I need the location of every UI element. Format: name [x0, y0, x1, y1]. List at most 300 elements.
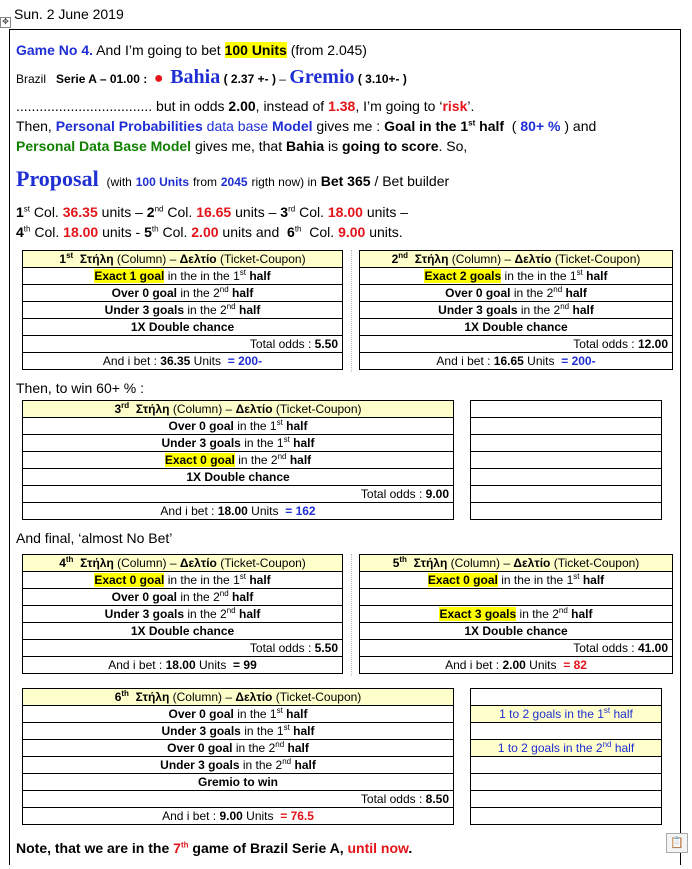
text-labels-eq: = [227, 353, 235, 368]
text-risk-t3: , I’m going to ‘ [355, 98, 443, 114]
text-c6-r1s: st [276, 705, 283, 715]
text-c3-r2s: st [283, 434, 290, 444]
text-cols-l1-13: 18.00 [327, 204, 363, 220]
text-model1-pct: 80+ % [520, 118, 561, 134]
table-row [23, 791, 454, 808]
table-row [360, 251, 673, 268]
text-cols-l1-12: Col. [299, 204, 324, 220]
table-cell [471, 791, 662, 808]
text-note-t4: until now [347, 840, 409, 856]
table-cell [471, 503, 662, 520]
text-cols-l2-6: th [151, 224, 159, 234]
text-c1-r3a: Under 3 goals [104, 302, 185, 317]
risk-line [16, 98, 474, 114]
table-row [23, 452, 454, 469]
text-proposal-t4: / Bet builder [374, 173, 450, 189]
text-note-t1: Note, that we are in the [16, 840, 170, 856]
selection-row [360, 285, 673, 302]
text-c4-r3s: nd [226, 605, 236, 615]
text-c2-r1c: half [586, 268, 608, 283]
model1-line: Then, Personal Probabilities data base Model gives me : Goal in the 1st half ( 80+ % ) and [16, 118, 597, 134]
text-c6-r2s: st [283, 722, 290, 732]
text-c2-sup: nd [398, 250, 409, 260]
text-cols-l2-0: 4 [16, 224, 24, 240]
selection-row [23, 572, 343, 589]
table-row [471, 723, 662, 740]
text-match-league: Serie A – 01.00 : [56, 72, 148, 86]
table-row [23, 657, 343, 674]
bet-row [23, 353, 343, 370]
text-cols-l1-6: nd [154, 204, 164, 214]
move-handle-icon[interactable]: ✥ [0, 17, 11, 28]
text-c4-bet: 18.00 [165, 657, 196, 672]
text-model1-t2: data base [206, 118, 269, 134]
text-c5-r3b: in the 2 [519, 606, 559, 621]
text-coupon_header-1: (Column) – [451, 251, 512, 266]
text-c3-bet: 18.00 [217, 503, 248, 518]
text-c5-r1b: in the in the 1 [501, 572, 574, 587]
coupon-header [23, 689, 454, 706]
text-coupon_header-2: Δελτίο [179, 251, 217, 266]
selection-row [23, 606, 343, 623]
text-risk-t1: but in odds [156, 98, 225, 114]
coupon-6-side-table [470, 688, 662, 825]
text-c4-r3a: Under 3 goals [104, 606, 185, 621]
text-match-home: Bahia [170, 66, 221, 88]
table-row [23, 302, 343, 319]
paste-options-icon[interactable]: 📋 [666, 833, 688, 853]
text-c1-r2b: in the 2 [180, 285, 220, 300]
text-c2-r2c: half [565, 285, 587, 300]
text-intro-game: Game No 4. [16, 42, 94, 58]
text-labels-and_i_bet: And i bet : [108, 657, 163, 672]
text-model1-t5: ) and [564, 118, 597, 134]
text-c3-r1c: half [286, 418, 308, 433]
text-c4-r1s: st [239, 571, 246, 581]
text-coupon_header-2: Δελτίο [514, 251, 552, 266]
text-c6-win: 76.5 [290, 808, 314, 823]
text-c2-r4: 1X Double chance [464, 319, 568, 334]
coupon-6 [22, 688, 454, 825]
table-row [471, 740, 662, 757]
text-c1-win: 200- [238, 353, 263, 368]
text-cols-l1-0: 1 [16, 204, 24, 220]
table-cell [471, 757, 662, 774]
table-row [23, 469, 454, 486]
text-match-home_odds: ( 2.37 +- ) [223, 72, 276, 86]
final-text: And final, ‘almost No Bet’ [16, 530, 173, 546]
text-c2-r1a: Exact 2 goals [424, 268, 502, 283]
coupon-header [23, 401, 454, 418]
table-row [471, 774, 662, 791]
table-row [23, 757, 454, 774]
text-c5-bet: 2.00 [502, 657, 526, 672]
text-c5-r3a: Exact 3 goals [439, 606, 517, 621]
text-c6-r4a: Under 3 goals [160, 757, 240, 772]
text-c2-r3s: nd [560, 301, 570, 311]
text-c4-num: 4 [59, 555, 66, 570]
table-row [23, 623, 343, 640]
table-row [471, 418, 662, 435]
text-proposal-t1: (with [106, 175, 132, 189]
text-coupon_header-0: Στήλη [413, 555, 448, 570]
bet-row [360, 657, 673, 674]
selection-row [360, 268, 673, 285]
text-coupon_header-3: (Ticket-Coupon) [275, 401, 362, 416]
coupon-3-side-table [470, 400, 662, 520]
text-c2-r3a: Under 3 goals [438, 302, 518, 317]
text-cols-l2-2: Col. [34, 224, 60, 240]
text-coupon_header-0: Στήλη [135, 401, 170, 416]
text-c6-r3c: half [287, 740, 309, 755]
table-cell [471, 452, 662, 469]
text-c4-r1a: Exact 0 goal [94, 572, 165, 587]
text-labels-total: Total odds : [573, 640, 635, 655]
text-c6-r5: Gremio to win [197, 774, 278, 789]
text-coupon_header-1: (Column) – [450, 555, 510, 570]
note-line [16, 840, 412, 856]
text-model2-name: Personal Data Base Model [16, 138, 192, 154]
text-c5-r1s: st [573, 571, 580, 581]
text-c2-r2a: Over 0 goal [445, 285, 511, 300]
text-c2-r2b: in the 2 [513, 285, 554, 300]
text-labels-eq: = [285, 503, 293, 518]
text-c3-r4: 1X Double chance [186, 469, 290, 484]
text-c6-sup: th [121, 688, 129, 698]
text-c6-r1c: half [286, 706, 308, 721]
proposal-title: Proposal [16, 166, 99, 191]
text-c5-num: 5 [392, 555, 400, 570]
table-row [360, 589, 673, 606]
text-c3-win: 162 [295, 503, 316, 518]
text-c4-odds: 5.50 [314, 640, 338, 655]
text-c5-r3c: half [571, 606, 593, 621]
text-c6-r2c: half [293, 723, 315, 738]
text-c2-r1b: in the in the 1 [504, 268, 577, 283]
text-match-dash: – [279, 72, 286, 86]
selection-row [23, 418, 454, 435]
text-model2-t3: going to score [342, 138, 439, 154]
selection-row [360, 623, 673, 640]
model2-line [16, 138, 467, 154]
table-row [23, 555, 343, 572]
text-c1-r1a: Exact 1 goal [94, 268, 165, 283]
table-row [23, 572, 343, 589]
table-row [23, 435, 454, 452]
total-odds-row [23, 640, 343, 657]
text-model1-goal: Goal [384, 118, 416, 134]
text-labels-total: Total odds : [249, 640, 312, 655]
text-risk-instead: 1.38 [328, 98, 356, 114]
text-c3-num: 3 [114, 401, 122, 416]
table-row [23, 486, 454, 503]
text-coupon_header-1: (Column) – [117, 555, 177, 570]
table-cell [471, 401, 662, 418]
text-c1-sup: st [66, 250, 74, 260]
text-cols-l1-2: Col. [33, 204, 59, 220]
selection-row [23, 268, 343, 285]
table-cell [471, 469, 662, 486]
text-cols-l1-10: 3 [280, 204, 289, 220]
text-c4-win: 99 [243, 657, 257, 672]
text-risk-t4: ’. [467, 98, 475, 114]
coupon-2 [359, 250, 673, 370]
table-row [471, 435, 662, 452]
text-labels-units: Units [246, 808, 274, 823]
table-row [360, 606, 673, 623]
table-cell [471, 808, 662, 825]
table-row [23, 268, 343, 285]
text-c6-r3b: in the 2 [235, 740, 276, 755]
selection-row [23, 623, 343, 640]
text-c2-win: 200- [571, 353, 596, 368]
text-coupon_header-0: Στήλη [80, 555, 114, 570]
text-c3-r3a: Exact 0 goal [164, 452, 235, 467]
selection-row [360, 606, 673, 623]
text-cols-l2-13: 9.00 [338, 224, 366, 240]
text-cols-l2-5: 5 [144, 224, 152, 240]
coupon-5 [359, 554, 673, 674]
table-row [471, 503, 662, 520]
text-labels-total: Total odds : [249, 336, 312, 351]
text-match-away: Gremio [289, 66, 355, 88]
text-c2-r1s: st [576, 267, 583, 277]
table-row [23, 589, 343, 606]
text-c3-r1b: in the 1 [237, 418, 277, 433]
text-intro-units: 100 Units [224, 42, 287, 58]
text-cols-l1-11: rd [288, 204, 296, 214]
text-labels-and_i_bet: And i bet : [445, 657, 500, 672]
text-c4-r1c: half [249, 572, 271, 587]
coupon-header [23, 251, 343, 268]
text-c5-r4: 1X Double chance [464, 623, 568, 638]
text-coupon_header-1: (Column) – [116, 251, 177, 266]
text-c6-num: 6 [114, 689, 122, 704]
text-intro-bet_text: And I’m going to bet [96, 42, 221, 58]
text-labels-eq: = [280, 808, 288, 823]
table-row [471, 469, 662, 486]
text-risk-dots: ................................... [16, 98, 153, 114]
table-row [23, 606, 343, 623]
coupon-header [23, 555, 343, 572]
text-proposal-from: 2045 [220, 175, 248, 189]
side-selection [471, 706, 662, 723]
text-c2-bet: 16.65 [493, 353, 524, 368]
text-risk-t2: , instead of [255, 98, 325, 114]
table-row [471, 689, 662, 706]
text-note-t2: game [192, 840, 229, 856]
text-c4-r2a: Over 0 goal [111, 589, 178, 604]
table-row [360, 319, 673, 336]
text-cols-l1-7: Col. [167, 204, 193, 220]
text-c4-r2s: nd [219, 588, 229, 598]
bet-row [360, 353, 673, 370]
text-c5-sup: th [399, 554, 407, 564]
text-cols-l2-7: Col. [162, 224, 188, 240]
coupon-header [360, 555, 673, 572]
text-c2-r3b: in the 2 [520, 302, 561, 317]
text-c5-r1c: half [582, 572, 605, 587]
table-row [23, 251, 343, 268]
total-odds-row [23, 791, 454, 808]
text-labels-total: Total odds : [360, 791, 423, 806]
text-model1-model: Model [272, 118, 313, 134]
empty-row [360, 589, 673, 606]
text-cols-l1-14: units – [366, 204, 409, 220]
text-c4-r2c: half [232, 589, 254, 604]
selection-row [23, 740, 454, 757]
text-note-t3: of Brazil Serie A, [232, 840, 344, 856]
intro-line [16, 42, 367, 58]
text-note-sup: th [180, 840, 189, 850]
text-coupon_header-2: Δελτίο [235, 401, 273, 416]
text-labels-eq: = [563, 657, 571, 672]
text-c2-odds: 12.00 [637, 336, 668, 351]
table-row [23, 740, 454, 757]
table-cell [471, 774, 662, 791]
total-odds-row [23, 336, 343, 353]
text-c3-r2a: Under 3 goals [161, 435, 241, 450]
selection-row [23, 706, 454, 723]
text-c6-r1a: Over 0 goal [168, 706, 234, 721]
text-coupon_header-0: Στήλη [135, 689, 170, 704]
text-cols-l1-1: st [23, 204, 31, 214]
selection-row [23, 302, 343, 319]
table-row [360, 302, 673, 319]
selection-row [23, 757, 454, 774]
table-row [471, 452, 662, 469]
text-model2-t4: . So, [438, 138, 468, 154]
text-c5-r1a: Exact 0 goal [427, 572, 498, 587]
table-row [23, 723, 454, 740]
text-model1-t3: gives me : [316, 118, 381, 134]
text-coupon_header-3: (Ticket-Coupon) [220, 555, 306, 570]
text-labels-units: Units [193, 353, 222, 368]
text-cols-l2-10: 6 [287, 224, 295, 240]
text-c3-r3s: nd [277, 451, 287, 461]
text-c3-r2c: half [293, 435, 315, 450]
text-coupon_header-1: (Column) – [172, 401, 233, 416]
text-proposal-t3: rigth now) in [251, 175, 317, 189]
text-c4-r2b: in the 2 [180, 589, 220, 604]
text-proposal-book: Bet 365 [320, 173, 371, 189]
text-model1-half: half [479, 118, 505, 134]
text-cols-l1-9: units – [235, 204, 277, 220]
coupon-1 [22, 250, 343, 370]
table-row [360, 268, 673, 285]
table-cell [471, 723, 662, 740]
text-coupon_header-3: (Ticket-Coupon) [219, 251, 306, 266]
selection-row [360, 319, 673, 336]
text-labels-and_i_bet: And i bet : [102, 353, 157, 368]
table-cell [471, 418, 662, 435]
text-c6-side1c: half [613, 706, 633, 721]
date-text: Sun. 2 June 2019 [14, 6, 124, 22]
text-c6-r2a: Under 3 goals [161, 723, 241, 738]
table-cell [471, 689, 662, 706]
coupon-3 [22, 400, 454, 520]
text-c4-r4: 1X Double chance [130, 623, 235, 638]
text-c4-r1b: in the in the 1 [167, 572, 240, 587]
table-row [23, 503, 454, 520]
columns-line-2 [16, 224, 403, 240]
table-row [471, 401, 662, 418]
text-labels-units: Units [251, 503, 279, 518]
selection-row [23, 452, 454, 469]
table-cell [471, 486, 662, 503]
selection-row [360, 302, 673, 319]
text-model1-sup: st [468, 118, 476, 128]
text-labels-units: Units [199, 657, 227, 672]
text-c3-r1a: Over 0 goal [168, 418, 234, 433]
table-row [471, 486, 662, 503]
text-proposal-t2: from [192, 175, 217, 189]
text-coupon_header-0: Στήλη [414, 251, 449, 266]
text-c2-r2s: nd [553, 284, 563, 294]
text-c3-r3c: half [289, 452, 312, 467]
text-c1-r2c: half [232, 285, 254, 300]
total-odds-row [360, 640, 673, 657]
table-cell [471, 435, 662, 452]
text-coupon_header-1: (Column) – [172, 689, 232, 704]
text-c4-r3c: half [238, 606, 261, 621]
table-row [360, 572, 673, 589]
text-c3-r1s: st [276, 417, 283, 427]
table-row [23, 285, 343, 302]
text-c3-r3b: in the 2 [238, 452, 278, 467]
text-labels-total: Total odds : [360, 486, 423, 501]
text-model1-t1: Then, [16, 118, 52, 134]
text-cols-l1-3: 36.35 [62, 204, 98, 220]
table-row [471, 706, 662, 723]
text-match-country: Brazil [16, 72, 47, 86]
text-c4-r3b: in the 2 [187, 606, 227, 621]
table-row [23, 808, 454, 825]
text-c3-odds: 9.00 [425, 486, 449, 501]
selection-row [23, 285, 343, 302]
text-c6-bet: 9.00 [219, 808, 243, 823]
text-c5-win: 82 [573, 657, 587, 672]
table-row [23, 640, 343, 657]
table-row [23, 706, 454, 723]
table-row [360, 640, 673, 657]
text-coupon_header-2: Δελτίο [513, 555, 551, 570]
table-row [23, 336, 343, 353]
text-cols-l1-5: 2 [146, 204, 155, 220]
text-c3-r2b: in the 1 [244, 435, 284, 450]
text-labels-units: Units [529, 657, 557, 672]
text-c6-r4s: nd [282, 756, 292, 766]
text-risk-odds: 2.00 [228, 98, 256, 114]
text-model1-name: Personal Probabilities [55, 118, 203, 134]
text-coupon_header-3: (Ticket-Coupon) [275, 689, 362, 704]
text-c5-r3s: nd [558, 605, 568, 615]
text-c1-r2a: Over 0 goal [111, 285, 178, 300]
text-c1-r2s: nd [219, 284, 229, 294]
text-c4-sup: th [65, 554, 74, 564]
text-c1-r1s: st [239, 267, 246, 277]
table-row [23, 319, 343, 336]
text-c1-r3b: in the 2 [187, 302, 227, 317]
text-note-num: 7 [173, 840, 181, 856]
text-labels-eq: = [561, 353, 569, 368]
text-c6-side1a: 1 to 2 goals in the 1 [499, 706, 604, 721]
selection-row [23, 589, 343, 606]
text-cols-l2-14: units. [369, 224, 403, 240]
table-row [360, 555, 673, 572]
text-labels-and_i_bet: And i bet : [162, 808, 217, 823]
text-c6-side2a: 1 to 2 goals in the 2 [497, 740, 603, 755]
